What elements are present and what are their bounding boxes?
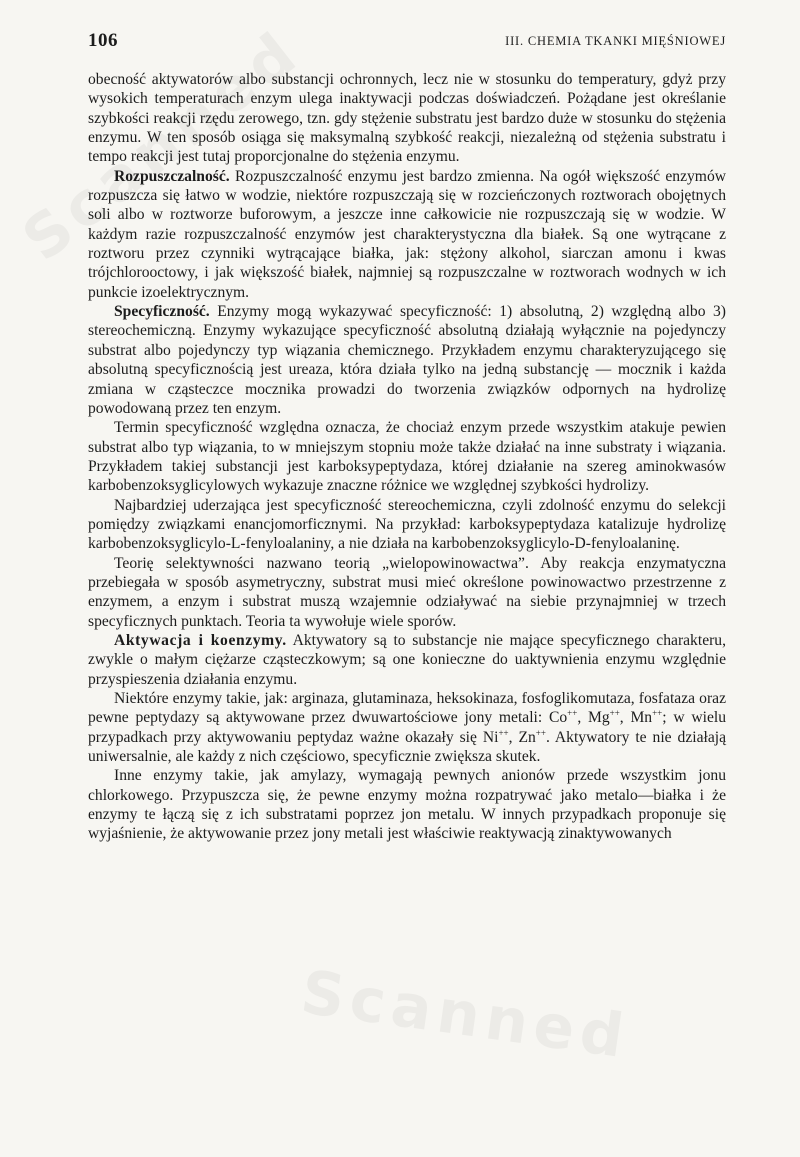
paragraph-multi-affinity-theory — [88, 554, 726, 631]
paragraph-solubility — [88, 167, 726, 302]
paragraph-text: , Mn — [619, 709, 653, 727]
paragraph-text: Najbardziej uderzająca jest specyficzność stereochemiczna, czyli zdolność enzymu do selekcji pomiędzy związkami enancjomorficznymi. Na przykład: karboksypeptydaza katalizuje hydrolizę karbobenzoksyglicylo-L-fenyloalaniny, a nie działa na karbobenzoksyglicylo-D-fenyloalaninę. — [88, 496, 726, 553]
body-text — [88, 70, 726, 844]
paragraph-text: Termin specyficzność względna oznacza, że chociaż enzym przede wszystkim atakuje pewien substrat albo typ wiązania, to w mniejszym stopniu może także działać na inne substraty i wiązania. Przykładem takiej substancji jest karboksypeptydaza, której działanie na szereg aminokwasów karbobenzoksyglicylowych wykazuje znaczne różnice we względnej szybkości hydrolizy. — [88, 419, 726, 495]
superscript-charge: ++ — [567, 708, 578, 719]
paragraph-metal-ions — [88, 689, 726, 766]
watermark — [297, 957, 634, 1072]
paragraph-text: Enzymy mogą wykazywać specyficzność: 1) absolutną, 2) względną albo 3) stereochemiczną. Enzymy wykazujące specyficzność absolutną działają wyłącznie na pojedynczy substrat albo pojedynczy typ wiązania chemicznego. Przykładem enzymu charakteryzującego się absolutną specyficznością jest ureaza, która działa tylko na jedną substancję — mocznik i każda zmiana w cząsteczce mocznika prowadzi do tworzenia związków odpornych na hydrolizę powodowaną przez ten enzym. — [88, 303, 726, 417]
page-number: 106 — [88, 30, 118, 51]
paragraph-text: , Zn — [508, 728, 536, 746]
section-heading-activation: Aktywacja i koenzymy. — [114, 631, 287, 649]
paragraph-text: Teorię selektywności nazwano teorią „wielopowinowactwa”. Aby reakcja enzymatyczna przebiegała w sposób asymetryczny, substrat musi mieć określone powinowactwo przestrzenne z enzymem, a enzym i substrat muszą wzajemnie odziaływać na siebie przynajmniej w trzech specyficznych punktach. Teoria ta wywołuje wiele sporów. — [88, 554, 726, 630]
paragraph-text: Rozpuszczalność enzymu jest bardzo zmienna. Na ogół większość enzymów rozpuszcza się łatwo w wodzie, niektóre rozpuszczają się w rozcieńczonych roztworach obojętnych soli albo w roztworze buforowym, a jeszcze inne całkowicie nie rozpuszczają się w wodzie. W każdym razie rozpuszczalność enzymów jest charakterystyczna dla białek. Są one wytrącane z roztworu przez czynniki wytrącające białka, jak: stężony alkohol, siarczan amonu i kwas trójchlorooctowy, i jak większość białek, najmniej są rozpuszczalne w roztworach wodnych w ich punkcie izoelektrycznym. — [88, 167, 726, 301]
section-heading-specificity: Specyficzność. — [114, 303, 210, 321]
running-head — [88, 30, 726, 54]
paragraph-specificity — [88, 302, 726, 418]
superscript-charge: ++ — [652, 708, 663, 719]
chapter-title: III. CHEMIA TKANKI MIĘŚNIOWEJ — [505, 34, 726, 48]
paragraph-text: , Mg — [577, 709, 610, 727]
superscript-charge: ++ — [609, 708, 620, 719]
paragraph-text: Aktywatory są to substancje nie mające specyficznego charakteru, zwykle o małym ciężarze cząsteczkowym; są one konieczne do uaktywnienia enzymu względnie przyspieszenia działania enzymu. — [88, 631, 726, 688]
paragraph-anions — [88, 766, 726, 843]
paragraph-text: ; w wielu przypadkach przy aktywowaniu peptydaz ważne okazały się Ni — [88, 709, 726, 746]
superscript-charge: ++ — [535, 727, 546, 738]
paragraph-text: Inne enzymy takie, jak amylazy, wymagają pewnych anionów przede wszystkim jonu chlorkowego. Przypuszcza się, że pewne enzymy można rozpatrywać jako metalo—białka i że enzymy te łączą się z ich substratami poprzez jon metalu. W innych przypadkach proponuje się wyjaśnienie, że aktywowanie przez jony metali jest właściwie reaktywacją zinaktywowanych — [88, 767, 726, 843]
paragraph-stereochemical-specificity — [88, 496, 726, 554]
paragraph-relative-specificity — [88, 418, 726, 495]
superscript-charge: ++ — [498, 727, 509, 738]
paragraph-activation-coenzymes — [88, 631, 726, 689]
paragraph-text: . Aktywatory te nie działają uniwersalnie, ale każdy z nich częściowo, specyficznie zwiększa skutek. — [88, 728, 726, 766]
paragraph-activation-conditions — [88, 70, 726, 167]
paragraph-text: Niektóre enzymy takie, jak: arginaza, glutaminaza, heksokinaza, fosfoglikomutaza, fosfataza oraz pewne peptydazy są aktywowane przez dwuwartościowe jony metali: Co — [88, 690, 726, 727]
section-heading-solubility: Rozpuszczalność. — [114, 167, 230, 185]
paragraph-text: obecność aktywatorów albo substancji ochronnych, lecz nie w stosunku do temperatury, gdyż przy wysokich temperaturach enzym ulega inaktywacji podczas doświadczeń. Pożądane jest określanie szybkości reakcji rzędu zerowego, tzn. gdy stężenie substratu jest bardzo duże w stosunku do stężenia enzymu. W ten sposób osiąga się maksymalną szybkość reakcji, niezależną od stężenia substratu i tempo reakcji jest tutaj proporcjonalne do stężenia enzymu. — [88, 71, 726, 166]
